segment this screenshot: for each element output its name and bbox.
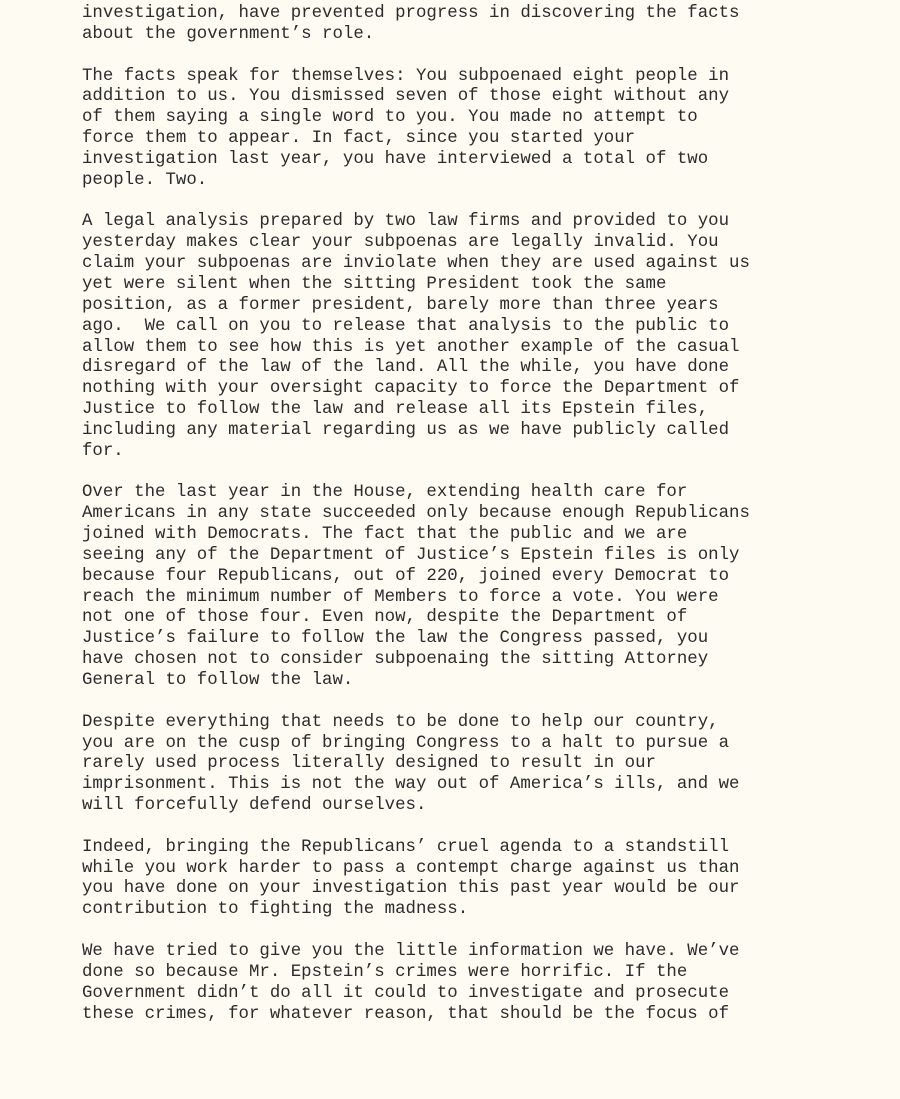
text-line: addition to us. You dismissed seven of those eight without any xyxy=(82,87,730,107)
letter-page xyxy=(82,4,882,1046)
text-line: force them to appear. In fact, since you started your xyxy=(82,129,636,149)
text-line: Government didn’t do all it could to investigate and prosecute xyxy=(82,983,730,1003)
text-line: seeing any of the Department of Justice’s Epstein files is only xyxy=(82,545,740,565)
text-line: position, as a former president, barely more than three years xyxy=(82,295,719,315)
text-line: claim your subpoenas are inviolate when they are used against us xyxy=(82,254,750,274)
paragraph-4 xyxy=(82,483,882,691)
text-line: have chosen not to consider subpoenaing the sitting Attorney xyxy=(82,650,709,670)
text-line: for. xyxy=(82,441,124,461)
paragraph-3 xyxy=(82,212,882,462)
paragraph-7 xyxy=(82,942,882,1025)
text-line: nothing with your oversight capacity to force the Department of xyxy=(82,379,740,399)
text-line: these crimes, for whatever reason, that should be the focus of xyxy=(82,1004,730,1024)
paragraph-1 xyxy=(82,4,882,46)
paragraph-5 xyxy=(82,713,882,817)
text-line: imprisonment. This is not the way out of America’s ills, and we xyxy=(82,775,740,795)
text-line: you have done on your investigation this past year would be our xyxy=(82,879,740,899)
text-line: Justice to follow the law and release all its Epstein files, xyxy=(82,400,709,420)
text-line: joined with Democrats. The fact that the public and we are xyxy=(82,525,688,545)
text-line: investigation last year, you have interviewed a total of two xyxy=(82,149,709,169)
text-line: investigation, have prevented progress in discovering the facts xyxy=(82,4,740,23)
text-line: Over the last year in the House, extending health care for xyxy=(82,483,688,503)
text-line: allow them to see how this is yet another example of the casual xyxy=(82,337,740,357)
text-line: yesterday makes clear your subpoenas are legally invalid. You xyxy=(82,233,719,253)
text-line: while you work harder to pass a contempt charge against us than xyxy=(82,858,740,878)
text-line: you are on the cusp of bringing Congress to a halt to pursue a xyxy=(82,733,730,753)
text-line: contribution to fighting the madness. xyxy=(82,900,469,920)
paragraph-2 xyxy=(82,67,882,192)
text-line: of them saying a single word to you. You made no attempt to xyxy=(82,108,698,128)
text-line: reach the minimum number of Members to force a vote. You were xyxy=(82,587,719,607)
text-line: will forcefully defend ourselves. xyxy=(82,796,427,816)
text-line: The facts speak for themselves: You subpoenaed eight people in xyxy=(82,66,730,86)
paragraph-6 xyxy=(82,838,882,921)
text-line: General to follow the law. xyxy=(82,671,354,690)
text-line: ago. We call on you to release that analysis to the public to xyxy=(82,316,730,336)
text-line: about the government’s role. xyxy=(82,24,375,44)
text-line: including any material regarding us as we have publicly called xyxy=(82,420,730,440)
text-line: Indeed, bringing the Republicans’ cruel agenda to a standstill xyxy=(82,837,730,857)
text-line: Justice’s failure to follow the law the Congress passed, you xyxy=(82,629,709,649)
text-line: people. Two. xyxy=(82,170,208,190)
text-line: done so because Mr. Epstein’s crimes were horrific. If the xyxy=(82,962,688,982)
text-line: A legal analysis prepared by two law firms and provided to you xyxy=(82,212,730,232)
text-line: Americans in any state succeeded only because enough Republicans xyxy=(82,504,750,524)
text-line: Despite everything that needs to be done to help our country, xyxy=(82,712,719,732)
text-line: because four Republicans, out of 220, joined every Democrat to xyxy=(82,566,730,586)
text-line: yet were silent when the sitting President took the same xyxy=(82,274,667,294)
text-line: We have tried to give you the little information we have. We’ve xyxy=(82,941,740,961)
text-line: rarely used process literally designed to result in our xyxy=(82,754,656,774)
text-line: not one of those four. Even now, despite the Department of xyxy=(82,608,688,628)
text-line: disregard of the law of the land. All the while, you have done xyxy=(82,358,730,378)
